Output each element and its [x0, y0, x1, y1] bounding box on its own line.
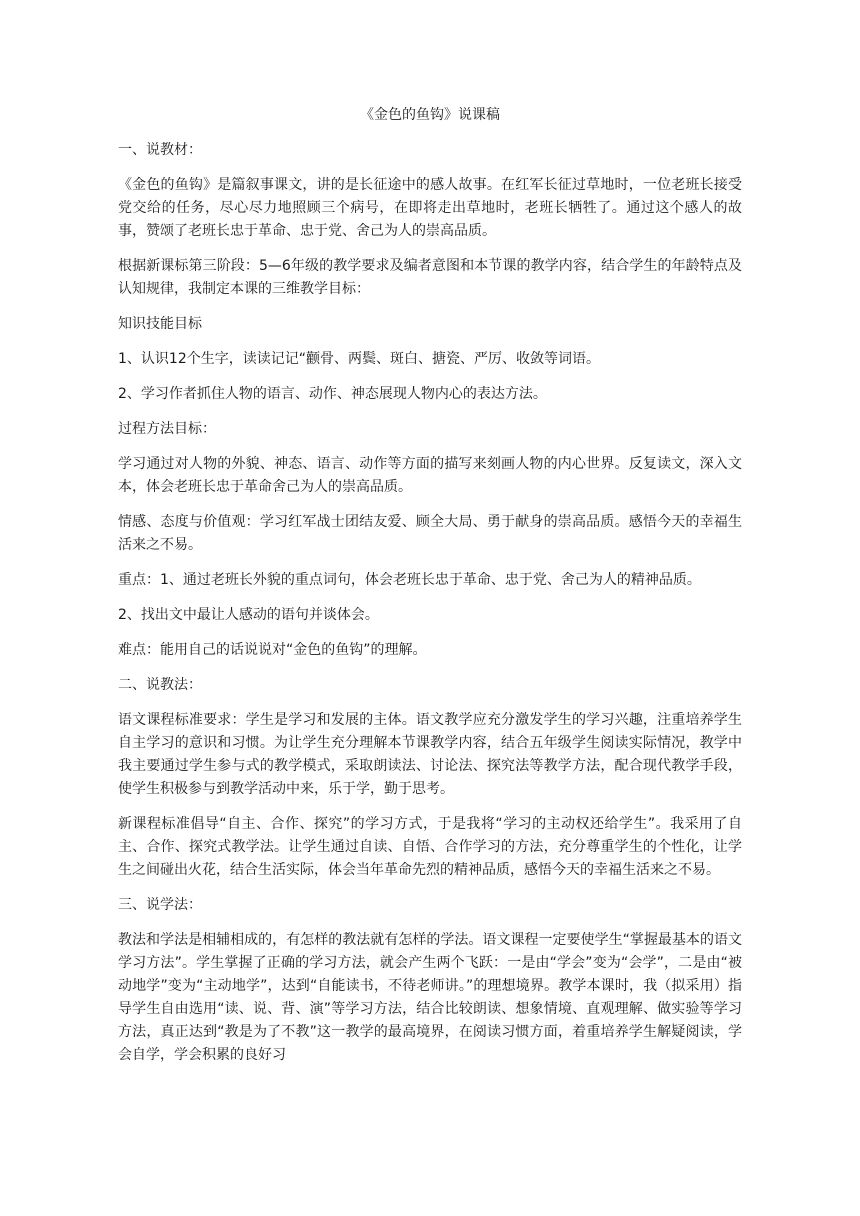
paragraph: 教法和学法是相辅相成的，有怎样的教法就有怎样的学法。语文课程一定要使学生“掌握最基本的语文学习方法”。学生掌握了正确的学习方法，就会产生两个飞跃：一是由“学会”变为“会学”，二是由“被动地学”变为“主动地学”，达到“自能读书，不待老师讲。”的理想境界。教学本课时，我（拟采用）指导学生自由选用“读、说、背、演”等学习方法，结合比较朗读、想象情境、直观理解、做实验等学习方法，真正达到“教是为了不教”这一教学的最高境界，在阅读习惯方面，着重培养学生解疑阅读，学会自学，学会积累的良好习: [118, 932, 742, 1063]
document-page: [118, 103, 742, 1079]
paragraph: 语文课程标准要求：学生是学习和发展的主体。语文教学应充分激发学生的学习兴趣，注重培养学生自主学习的意识和习惯。为让学生充分理解本节课教学内容，结合五年级学生阅读实际情况，教学中我主要通过学生参与式的教学模式，采取朗读法、讨论法、探究法等教学方法，配合现代教学手段，使学生积极参与到教学活动中来，乐于学，勤于思考。: [118, 712, 742, 797]
paragraph: 根据新课标第三阶段：5—6年级的教学要求及编者意图和本节课的教学内容，结合学生的年龄特点及认知规律，我制定本课的三维教学目标：: [118, 258, 742, 297]
section-heading-3: 三、说学法：: [118, 897, 202, 913]
subheading: 知识技能目标: [118, 316, 202, 332]
paragraph: 2、找出文中最让人感动的语句并谈体会。: [118, 607, 379, 623]
section-heading-1: 一、说教材：: [118, 142, 202, 158]
paragraph: 新课程标准倡导“自主、合作、探究”的学习方式，于是我将“学习的主动权还给学生”。我采用了自主、合作、探究式教学法。让学生通过自读、自悟、合作学习的方法，充分尊重学生的个性化，让学生之间碰出火花，结合生活实际，体会当年革命先烈的精神品质，感悟今天的幸福生活来之不易。: [118, 816, 742, 878]
paragraph: 情感、态度与价值观：学习红军战士团结友爱、顾全大局、勇于献身的崇高品质。感悟今天的幸福生活来之不易。: [118, 514, 742, 553]
paragraph: 难点：能用自己的话说说对“金色的鱼钩”的理解。: [118, 642, 427, 658]
paragraph: 1、认识12个生字，读读记记“颧骨、两鬓、斑白、搪瓷、严厉、收敛等词语。: [118, 351, 600, 367]
paragraph: 学习通过对人物的外貌、神态、语言、动作等方面的描写来刻画人物的内心世界。反复读文，深入文本，体会老班长忠于革命舍己为人的崇高品质。: [118, 456, 742, 495]
paragraph: 重点：1、通过老班长外貌的重点词句，体会老班长忠于革命、忠于党、舍己为人的精神品质。: [118, 572, 701, 588]
section-heading-2: 二、说教法：: [118, 677, 202, 693]
paragraph: 《金色的鱼钩》是篇叙事课文，讲的是长征途中的感人故事。在红军长征过草地时，一位老班长接受党交给的任务，尽心尽力地照顾三个病号，在即将走出草地时，老班长牺牲了。通过这个感人的故事，赞颂了老班长忠于革命、忠于党、舍己为人的崇高品质。: [118, 177, 742, 239]
document-title: 《金色的鱼钩》说课稿: [360, 107, 500, 123]
subheading: 过程方法目标：: [118, 421, 216, 437]
paragraph: 2、学习作者抓住人物的语言、动作、神态展现人物内心的表达方法。: [118, 386, 547, 402]
